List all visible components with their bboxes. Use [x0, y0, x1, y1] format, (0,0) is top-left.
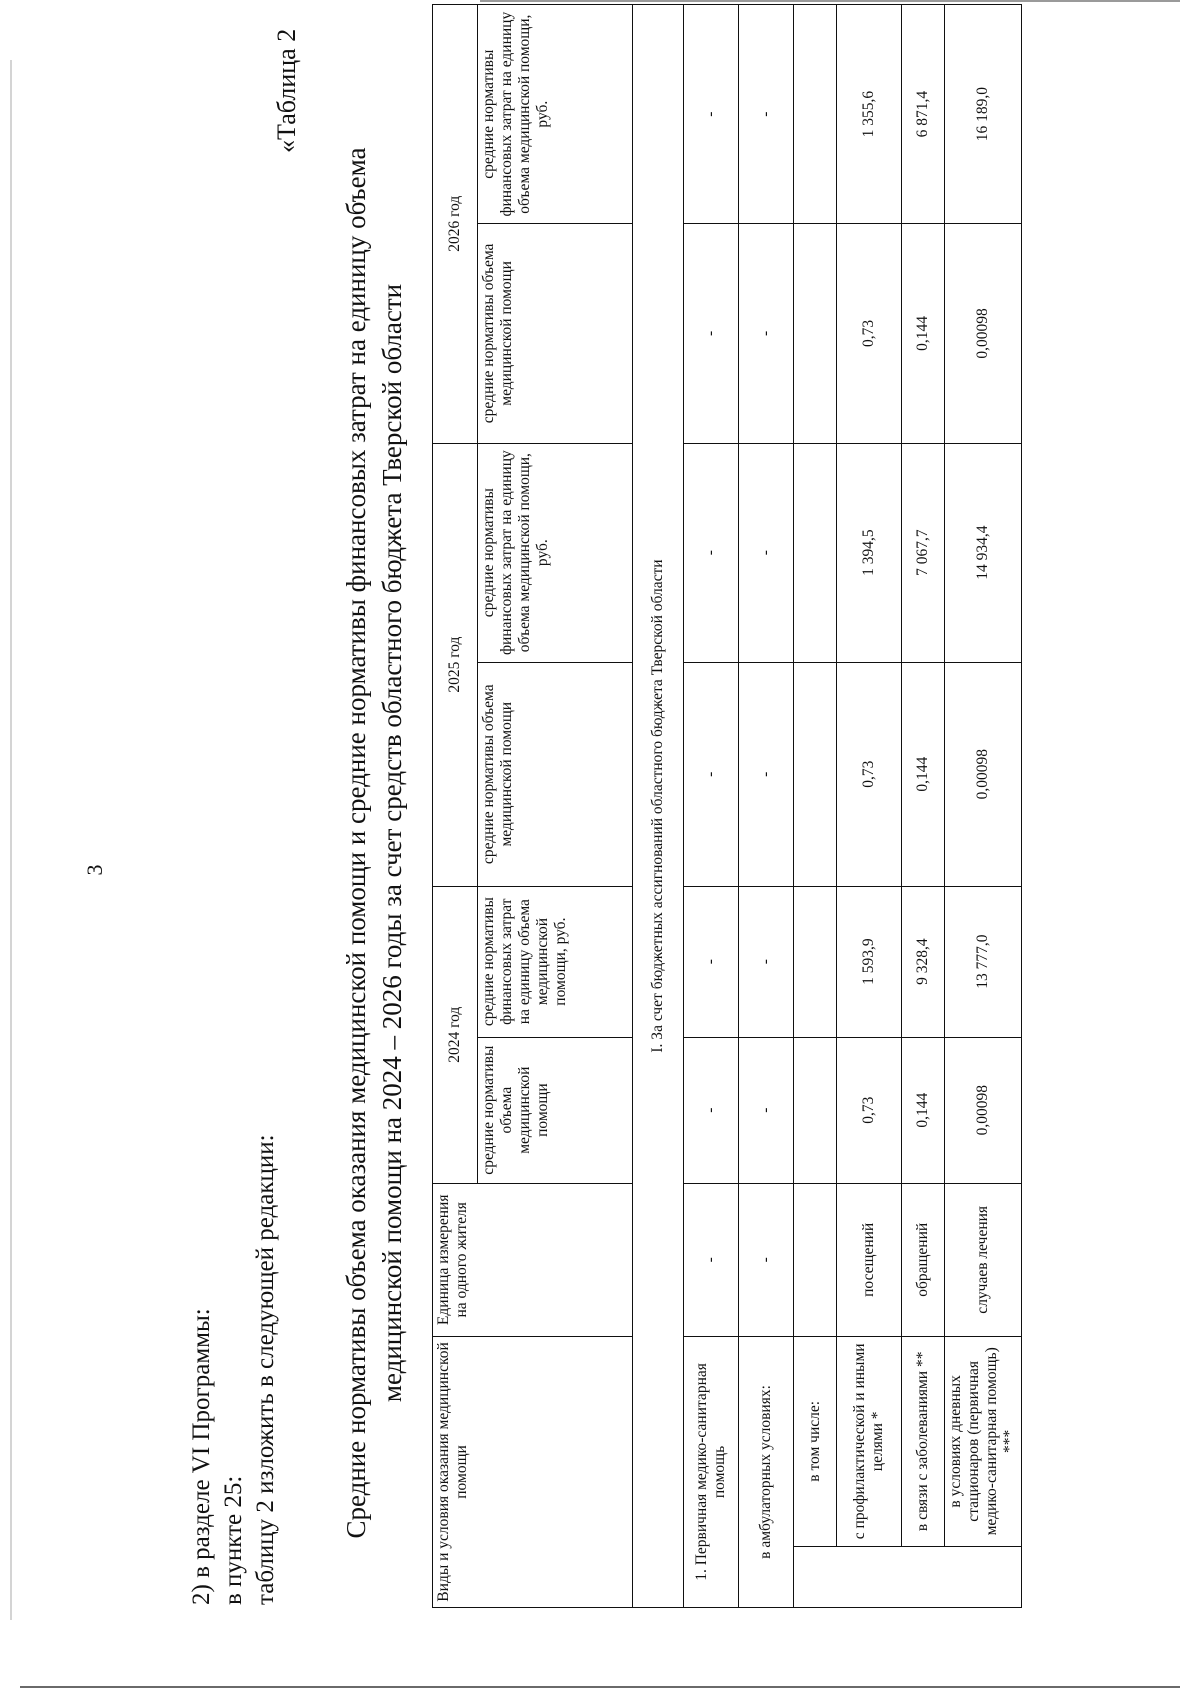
- header-type: Виды и условия оказания медицинской помощи: [433, 1336, 633, 1607]
- cell-2024-cost: -: [739, 886, 794, 1037]
- header-2025-volume: средние нормативы объема медицинской помощи: [478, 662, 633, 886]
- empty-cell: [794, 1037, 837, 1183]
- cell-2024-volume: -: [684, 1037, 739, 1183]
- empty-cell: [794, 1183, 837, 1336]
- cell-2024-cost: 13 777,0: [945, 886, 1022, 1037]
- header-2026-cost: средние нормативы финансовых затрат на единицу объема медицинской помощи, руб.: [478, 5, 633, 224]
- table-row: [945, 5, 1022, 1608]
- cell-2026-cost: -: [684, 5, 739, 224]
- cell-2026-volume: -: [684, 224, 739, 443]
- cell-2026-cost: 1 355,6: [837, 5, 902, 224]
- row-unit: -: [739, 1183, 794, 1336]
- cell-2025-cost: 14 934,4: [945, 443, 1022, 662]
- cell-2025-cost: -: [684, 443, 739, 662]
- table-row: [739, 5, 794, 1608]
- header-year-2024: 2024 год: [433, 886, 478, 1183]
- cell-2024-volume: 0,00098: [945, 1037, 1022, 1183]
- cell-2024-volume: 0,144: [902, 1037, 945, 1183]
- cell-2026-cost: 16 189,0: [945, 5, 1022, 224]
- cell-2025-volume: 0,00098: [945, 662, 1022, 886]
- empty-cell: [794, 443, 837, 662]
- empty-cell: [794, 886, 837, 1037]
- cell-2024-cost: -: [684, 886, 739, 1037]
- cell-2024-volume: 0,73: [837, 1037, 902, 1183]
- cell-2024-cost: 9 328,4: [902, 886, 945, 1037]
- table-row: [684, 5, 739, 1608]
- empty-cell: [794, 224, 837, 443]
- header-2025-cost: средние нормативы финансовых затрат на единицу объема медицинской помощи, руб.: [478, 443, 633, 662]
- row-unit: случаев лечения: [945, 1183, 1022, 1336]
- header-year-2025: 2025 год: [433, 443, 478, 886]
- norms-table: [432, 4, 1022, 1608]
- table-label: «Таблица 2: [272, 28, 301, 153]
- table-title-line: Средние нормативы объема оказания медицинской помощи и средние нормативы финансовых затрат на единицу объема: [341, 147, 371, 1539]
- indent-cell: [794, 1546, 1022, 1607]
- header-2026-volume: средние нормативы объема медицинской помощи: [478, 224, 633, 443]
- cell-2024-cost: 1 593,9: [837, 886, 902, 1037]
- intro-line: в пункте 25:: [220, 1475, 247, 1605]
- table-row: [902, 5, 945, 1608]
- cell-2025-cost: 7 067,7: [902, 443, 945, 662]
- table-row: [837, 5, 902, 1608]
- row-label: в том числе:: [794, 1336, 837, 1546]
- table-title-line: медицинской помощи на 2024 – 2026 годы за счет средств областного бюджета Тверской области: [377, 283, 407, 1403]
- row-label: 1. Первичная медико-санитарная помощь: [684, 1336, 739, 1607]
- empty-cell: [794, 5, 837, 224]
- header-2024-cost: средние нормативы финансовых затрат на единицу объема медицинской помощи, руб.: [478, 886, 633, 1037]
- cell-2025-volume: 0,144: [902, 662, 945, 886]
- cell-2024-volume: -: [739, 1037, 794, 1183]
- cell-2026-volume: -: [739, 224, 794, 443]
- cell-2025-cost: -: [739, 443, 794, 662]
- row-unit: обращений: [902, 1183, 945, 1336]
- page-number: 3: [82, 864, 107, 876]
- cell-2026-cost: 6 871,4: [902, 5, 945, 224]
- section-heading: I. За счет бюджетных ассигнований областного бюджета Тверской области: [633, 5, 684, 1608]
- row-label: в связи с заболеваниями **: [902, 1336, 945, 1546]
- cell-2026-volume: 0,73: [837, 224, 902, 443]
- header-unit: Единица измерения на одного жителя: [433, 1183, 633, 1336]
- table-row: [794, 5, 837, 1608]
- empty-cell: [794, 662, 837, 886]
- intro-line: 2) в разделе VI Программы:: [188, 1308, 215, 1605]
- cell-2025-volume: -: [739, 662, 794, 886]
- cell-2026-volume: 0,00098: [945, 224, 1022, 443]
- cell-2025-volume: -: [684, 662, 739, 886]
- cell-2025-cost: 1 394,5: [837, 443, 902, 662]
- row-unit: посещений: [837, 1183, 902, 1336]
- cell-2025-volume: 0,73: [837, 662, 902, 886]
- row-unit: -: [684, 1183, 739, 1336]
- cell-2026-volume: 0,144: [902, 224, 945, 443]
- row-label: с профилактической и иными целями *: [837, 1336, 902, 1546]
- table-title: [338, 133, 410, 1553]
- header-year-2026: 2026 год: [433, 5, 478, 444]
- cell-2026-cost: -: [739, 5, 794, 224]
- row-label: в условиях дневных стационаров (первичная медико-санитарная помощь) ***: [945, 1336, 1022, 1546]
- row-label: в амбулаторных условиях:: [739, 1336, 794, 1607]
- intro-line: таблицу 2 изложить в следующей редакции:: [252, 1134, 279, 1605]
- header-2024-volume: средние нормативы объема медицинской помощи: [478, 1037, 633, 1183]
